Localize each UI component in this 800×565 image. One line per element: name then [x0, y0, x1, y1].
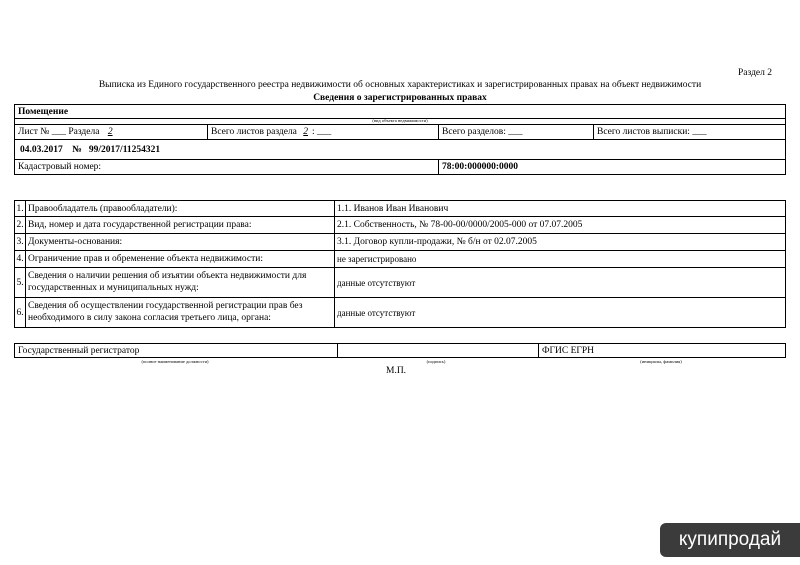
number-sign: № — [72, 144, 82, 155]
object-type-caption: (вид объекта недвижимости) — [15, 119, 786, 125]
row-value: данные отсутствуют — [335, 298, 786, 328]
extract-number: 99/2017/11254321 — [88, 144, 161, 155]
row-label: Документы-основания: — [26, 234, 335, 251]
caption-name: (инициалы, фамилия) — [640, 358, 682, 364]
total-extract-sheets: Всего листов выписки: ___ — [594, 125, 786, 140]
total-sheets-suffix: : ___ — [312, 127, 332, 137]
row-value: не зарегистрировано — [335, 251, 786, 268]
row-label: Сведения о наличии решения об изъятии объекта недвижимости для государственных и муниципальных нужд: — [26, 268, 335, 298]
sheet-number-cell — [15, 125, 208, 140]
row-label: Правообладатель (правообладатели): — [26, 201, 335, 217]
table-row — [15, 298, 786, 328]
cadastral-label: Кадастровый номер: — [15, 160, 439, 175]
sheet-number-label: Лист № ___ Раздела — [18, 127, 100, 137]
row-value: 1.1. Иванов Иван Иванович — [335, 201, 786, 217]
watermark-logo: купипродай — [660, 523, 800, 557]
row-number: 4. — [15, 251, 26, 268]
registrar-captions — [14, 358, 786, 364]
total-sections: Всего разделов: ___ — [439, 125, 594, 140]
row-value: данные отсутствуют — [335, 268, 786, 298]
total-sheets-label: Всего листов раздела — [211, 127, 297, 137]
row-number: 6. — [15, 298, 26, 328]
table-row — [15, 201, 786, 217]
extract-date: 04.03.2017 — [20, 144, 63, 155]
registrar-name: ФГИС ЕГРН — [539, 344, 786, 358]
registrar-position: Государственный регистратор — [15, 344, 338, 358]
extract-date-number — [15, 140, 786, 160]
table-row — [15, 268, 786, 298]
total-sheets-value: 2 — [303, 127, 309, 137]
registrar-signature — [338, 344, 539, 358]
total-sheets-cell — [208, 125, 439, 140]
section-number: Раздел 2 — [738, 68, 772, 78]
document-title: Выписка из Единого государственного реестра недвижимости об основных характеристиках и зарегистрированных правах на объект недвижимости — [98, 80, 702, 90]
object-header-table — [14, 104, 786, 175]
sheet-number-value: 2 — [107, 127, 113, 137]
caption-signature: (подпись) — [426, 358, 446, 364]
stamp-place: М.П. — [386, 366, 407, 376]
table-row — [15, 217, 786, 234]
row-label: Вид, номер и дата государственной регистрации права: — [26, 217, 335, 234]
row-value: 2.1. Собственность, № 78-00-00/0000/2005-000 от 07.07.2005 — [335, 217, 786, 234]
row-label: Сведения об осуществлении государственной регистрации прав без необходимого в силу закона согласия третьего лица, органа: — [26, 298, 335, 328]
object-type: Помещение — [15, 105, 786, 119]
row-value: 3.1. Договор купли-продажи, № б/н от 02.07.2005 — [335, 234, 786, 251]
cadastral-value: 78:00:000000:0000 — [439, 160, 786, 175]
caption-position: (полное наименование должности) — [141, 358, 209, 364]
document-subtitle: Сведения о зарегистрированных правах — [313, 93, 487, 103]
row-number: 5. — [15, 268, 26, 298]
table-row — [15, 234, 786, 251]
row-label: Ограничение прав и обременение объекта недвижимости: — [26, 251, 335, 268]
row-number: 1. — [15, 201, 26, 217]
row-number: 3. — [15, 234, 26, 251]
registrar-table — [14, 343, 786, 358]
table-row — [15, 251, 786, 268]
row-number: 2. — [15, 217, 26, 234]
rights-table — [14, 200, 786, 328]
